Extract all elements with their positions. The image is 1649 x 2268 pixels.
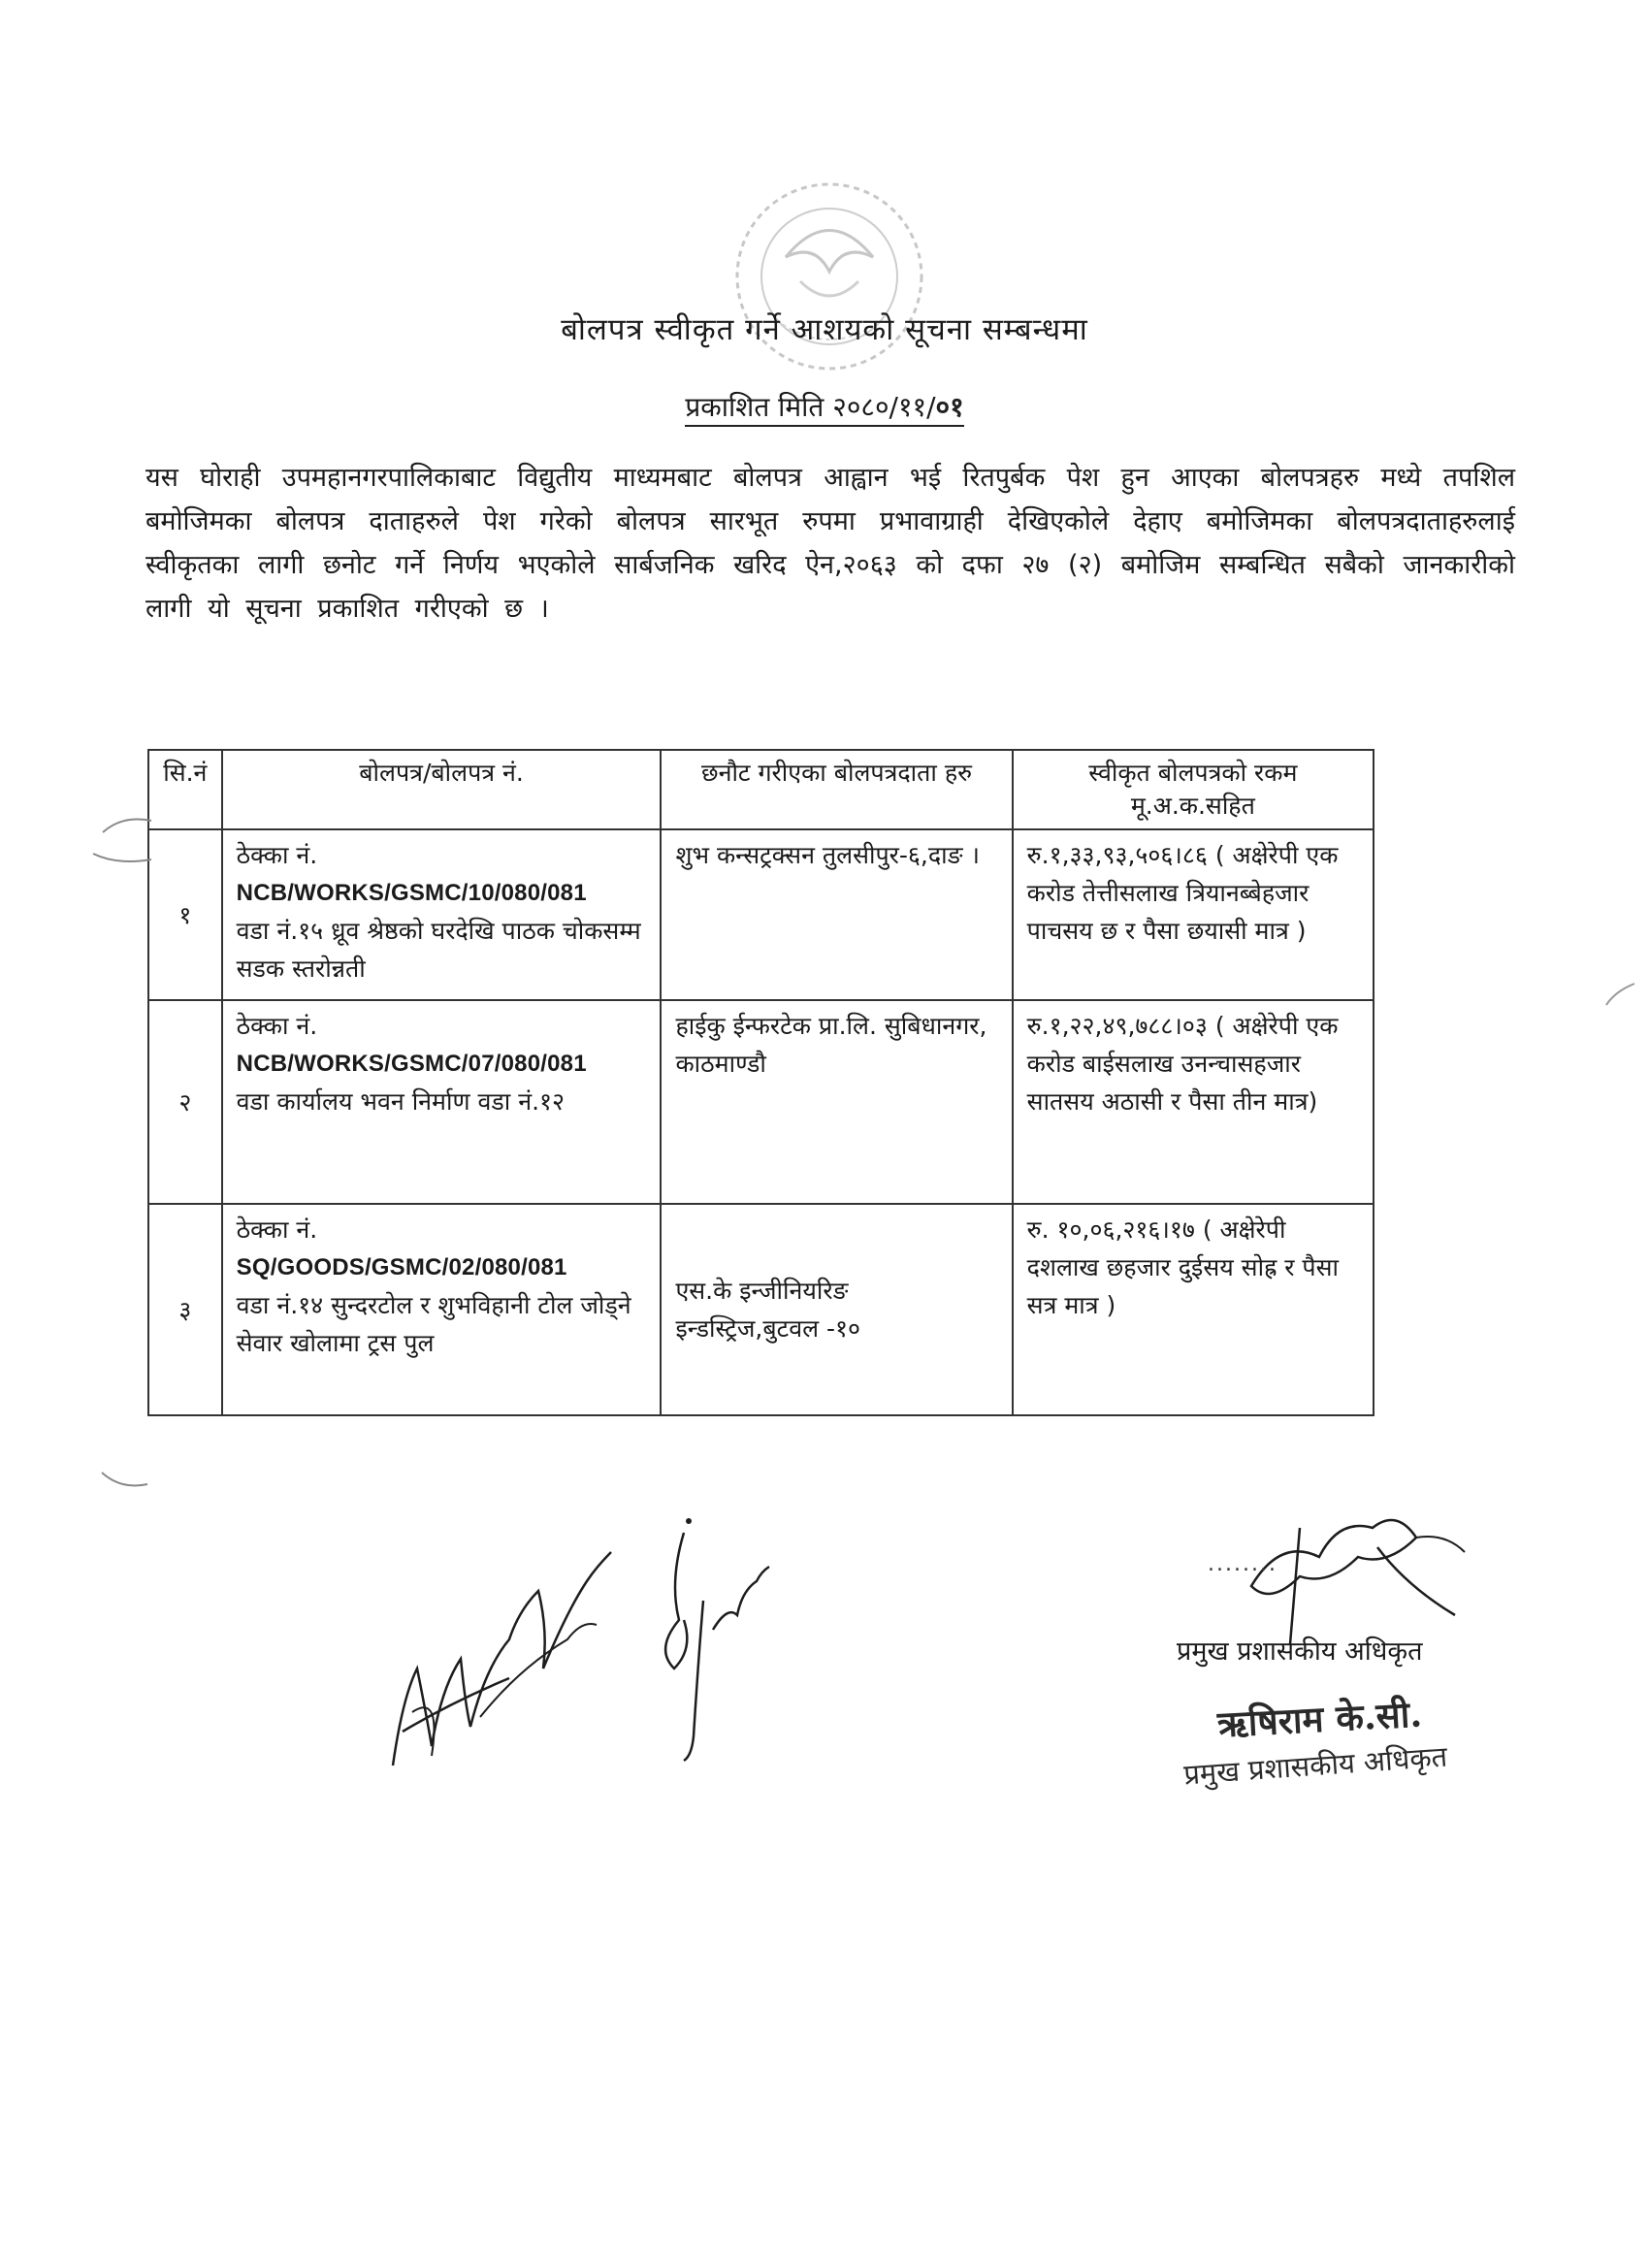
table-row (148, 1204, 1374, 1415)
contract-description: वडा नं.१५ ध्रूव श्रेष्ठको घरदेखि पाठक चोकसम्म सडक स्तरोन्नती (236, 917, 641, 983)
row-contract (222, 1204, 662, 1415)
handwritten-signature-left (373, 1523, 626, 1785)
header-bidder: छनौट गरीएका बोलपत्रदाता हरु (661, 750, 1012, 829)
row-bidder: हाईकु ईन्फरटेक प्रा.लि. सुबिधानगर, काठमाण्डौ (661, 1000, 1012, 1204)
handwritten-signature-middle (645, 1513, 791, 1766)
row-sn: १ (148, 829, 222, 1000)
notice-body: यस घोराही उपमहानगरपालिकाबाट विद्युतीय माध्यमबाट बोलपत्र आह्वान भई रितपुर्बक पेश हुन आएका बोलपत्रहरु मध्ये तपशिल बमोजिमका बोलपत्र दाताहरुले पेश गरेको बोलपत्र सारभूत रुपमा प्रभावाग्राही देखिएकोले देहाए बमोजिमका बोलपत्रदाताहरुलाई स्वीकृतका लागी छनोट गर्ने निर्णय भएकोले सार्बजनिक खरिद ऐन,२०६३ को दफा २७ (२) बमोजिम सम्बन्धित सबैको जानकारीको लागी यो सूचना प्रकाशित गरीएको छ । (146, 463, 1515, 624)
row-amount: रु. १०,०६,२१६।१७ ( अक्षेरेपी दशलाख छहजार दुईसय सोह्र र पैसा सत्र मात्र ) (1013, 1204, 1374, 1415)
row-contract (222, 1000, 662, 1204)
contract-label: ठेक्का नं. (236, 1215, 318, 1244)
header-amount-line1: स्वीकृत बोलपत्रको रकम (1088, 759, 1298, 787)
published-date-label: प्रकाशित मिति २०८०/११/ (685, 391, 935, 427)
notice-title: बोलपत्र स्वीकृत गर्ने आशयको सूचना सम्बन्धमा (561, 312, 1088, 347)
header-amount-line2: मू.अ.क.सहित (1130, 792, 1255, 820)
signature-line: ........ (1208, 1552, 1277, 1576)
contract-description: वडा नं.१४ सुन्दरटोल र शुभविहानी टोल जोड्ने सेवार खोलामा ट्रस पुल (236, 1291, 631, 1357)
contract-description: वडा कार्यालय भवन निर्माण वडा नं.१२ (236, 1087, 566, 1116)
row-contract (222, 829, 662, 1000)
header-amount (1013, 750, 1374, 829)
table-row (148, 829, 1374, 1000)
stamp-title: प्रमुख प्रशासकीय अधिकृत (1182, 1739, 1449, 1792)
margin-mark-icon (83, 815, 161, 873)
tender-table (147, 749, 1374, 1416)
row-amount: रु.१,२२,४९,७८८।०३ ( अक्षेरेपी एक करोड बाईसलाख उनन्चासहजार सातसय अठासी र पैसा तीन मात्र) (1013, 1000, 1374, 1204)
header-contract: बोलपत्र/बोलपत्र नं. (222, 750, 662, 829)
row-bidder: एस.के इन्जीनियरिङ इन्डस्ट्रिज,बुटवल -१० (661, 1204, 1012, 1415)
published-date (0, 388, 1649, 425)
published-date-day: ०१ (936, 391, 964, 427)
contract-number: NCB/WORKS/GSMC/10/080/081 (236, 880, 587, 906)
table-header-row (148, 750, 1374, 829)
row-bidder: शुभ कन्सट्रक्सन तुलसीपुर-६,दाङ । (661, 829, 1012, 1000)
row-sn: ३ (148, 1204, 222, 1415)
stamp-name: ऋषिराम के.सी. (1216, 1692, 1424, 1746)
margin-mark-icon (1600, 980, 1639, 1009)
header-sn: सि.नं (148, 750, 222, 829)
table-row (148, 1000, 1374, 1204)
row-amount: रु.१,३३,९३,५०६।८६ ( अक्षेरेपी एक करोड तेत्तीसलाख त्रियानब्बेहजार पाचसय छ र पैसा छयासी मात्र ) (1013, 829, 1374, 1000)
margin-mark-icon (97, 1465, 155, 1494)
contract-label: ठेक्का नं. (236, 1012, 318, 1040)
signatory-designation: प्रमुख प्रशासकीय अधिकृत (1177, 1636, 1423, 1667)
contract-number: NCB/WORKS/GSMC/07/080/081 (236, 1051, 587, 1077)
row-sn: २ (148, 1000, 222, 1204)
contract-number: SQ/GOODS/GSMC/02/080/081 (236, 1254, 567, 1280)
contract-label: ठेक्का नं. (236, 841, 318, 869)
office-seal-stamp (718, 165, 941, 388)
